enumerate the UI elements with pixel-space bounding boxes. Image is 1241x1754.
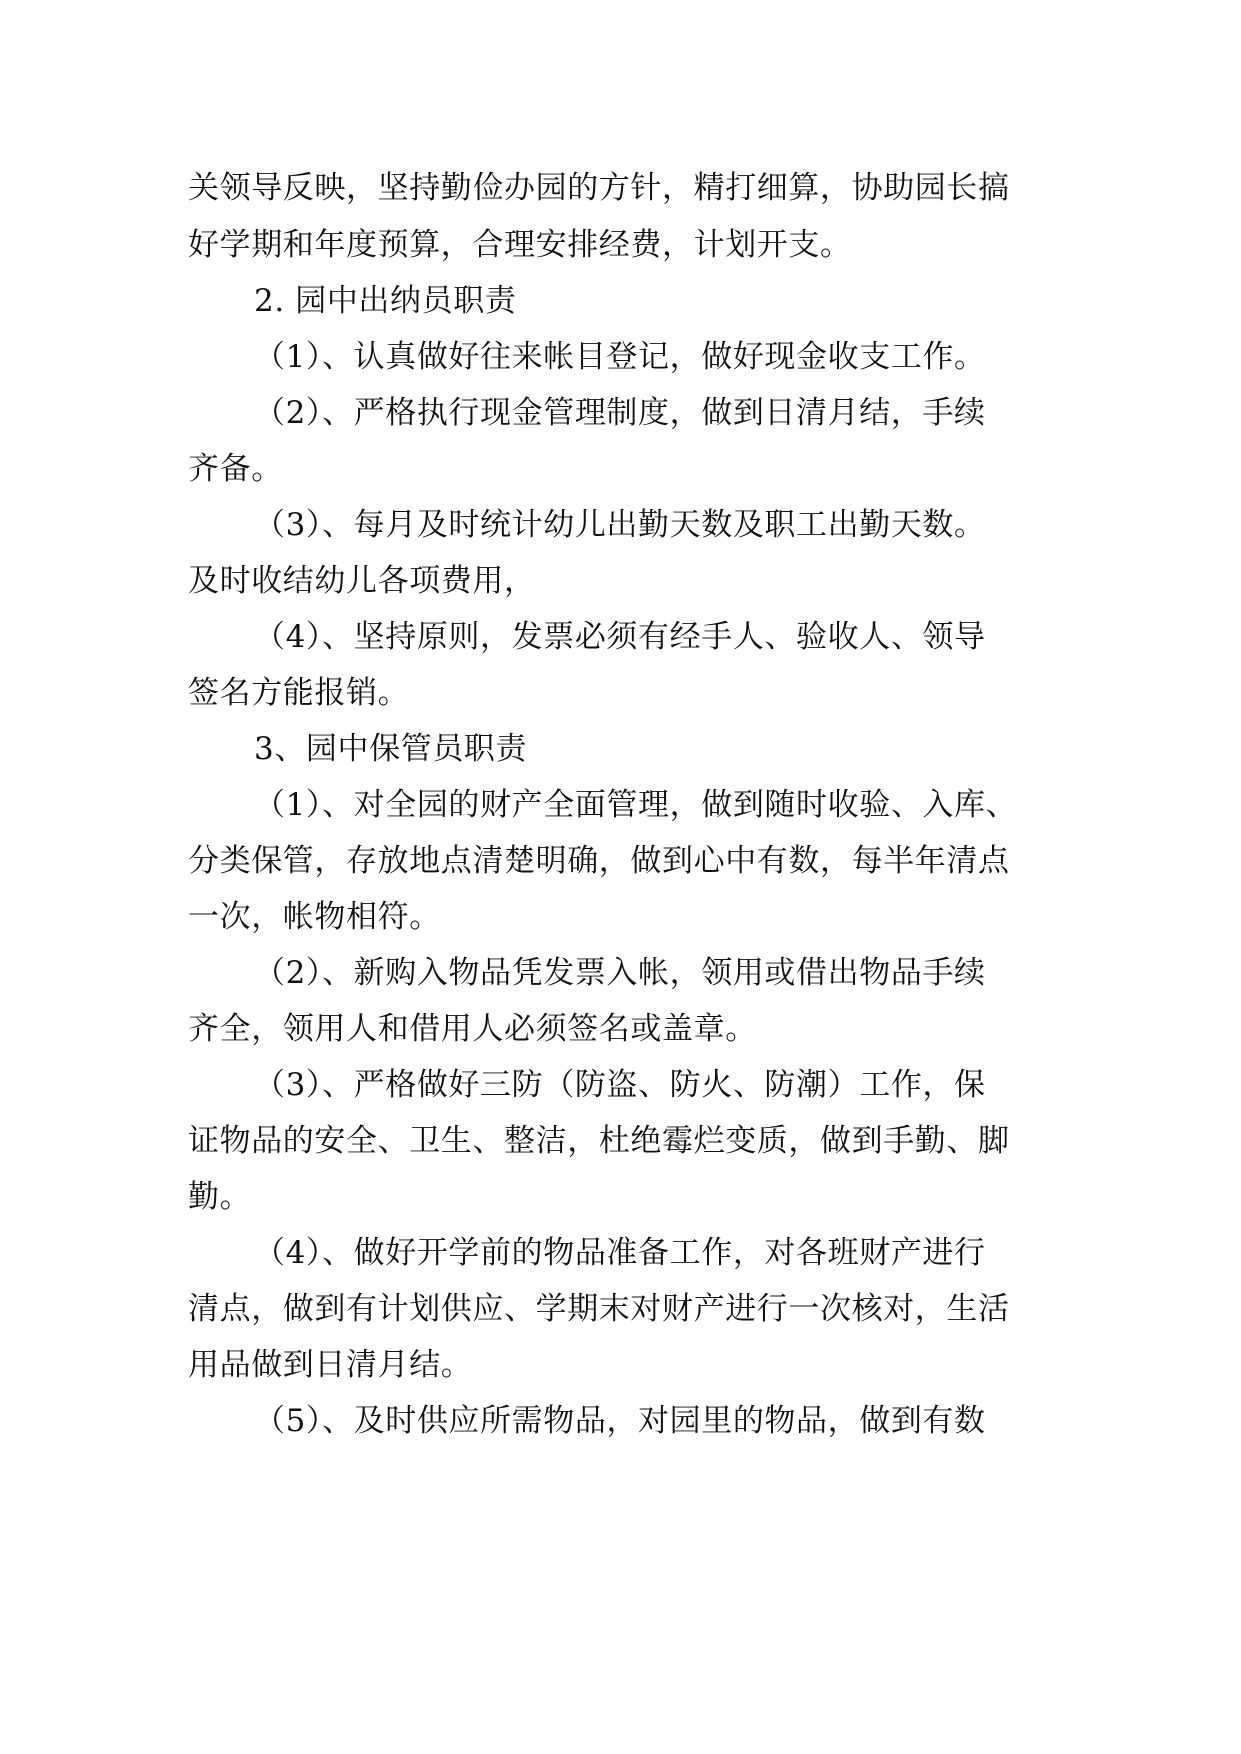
text-line: 勤。 bbox=[188, 1179, 252, 1215]
text-line: （2）、新购入物品凭发票入帐，领用或借出物品手续 bbox=[254, 955, 986, 991]
text-line: 好学期和年度预算，合理安排经费，计划开支。 bbox=[188, 227, 852, 263]
text-line: （1）、认真做好往来帐目登记，做好现金收支工作。 bbox=[254, 339, 986, 375]
text-line: 用品做到日清月结。 bbox=[188, 1347, 473, 1383]
text-line: 一次，帐物相符。 bbox=[188, 899, 441, 935]
section-heading: 2. 园中出纳员职责 bbox=[254, 283, 517, 319]
text-line: 齐备。 bbox=[188, 451, 283, 487]
text-line: （3）、严格做好三防（防盗、防火、防潮）工作，保 bbox=[254, 1067, 986, 1103]
text-line: 及时收结幼儿各项费用， bbox=[188, 563, 536, 599]
section-heading: 3、园中保管员职责 bbox=[254, 731, 528, 767]
text-line: 关领导反映，坚持勤俭办园的方针，精打细算，协助园长搞 bbox=[188, 170, 1010, 206]
text-line: （1）、对全园的财产全面管理，做到随时收验、入库、 bbox=[254, 787, 1018, 823]
text-line: 清点，做到有计划供应、学期末对财产进行一次核对，生活 bbox=[188, 1291, 1010, 1327]
text-line: 分类保管，存放地点清楚明确，做到心中有数，每半年清点 bbox=[188, 843, 1010, 879]
text-line: 齐全，领用人和借用人必须签名或盖章。 bbox=[188, 1011, 757, 1047]
text-line: （4）、坚持原则，发票必须有经手人、验收人、领导 bbox=[254, 619, 986, 655]
text-line: （2）、严格执行现金管理制度，做到日清月结，手续 bbox=[254, 395, 986, 431]
text-line: 签名方能报销。 bbox=[188, 675, 410, 711]
text-line: （5）、及时供应所需物品，对园里的物品，做到有数 bbox=[254, 1403, 986, 1439]
text-line: 证物品的安全、卫生、整洁，杜绝霉烂变质，做到手勤、脚 bbox=[188, 1123, 1010, 1159]
text-line: （3）、每月及时统计幼儿出勤天数及职工出勤天数。 bbox=[254, 507, 986, 543]
text-line: （4）、做好开学前的物品准备工作，对各班财产进行 bbox=[254, 1235, 986, 1271]
